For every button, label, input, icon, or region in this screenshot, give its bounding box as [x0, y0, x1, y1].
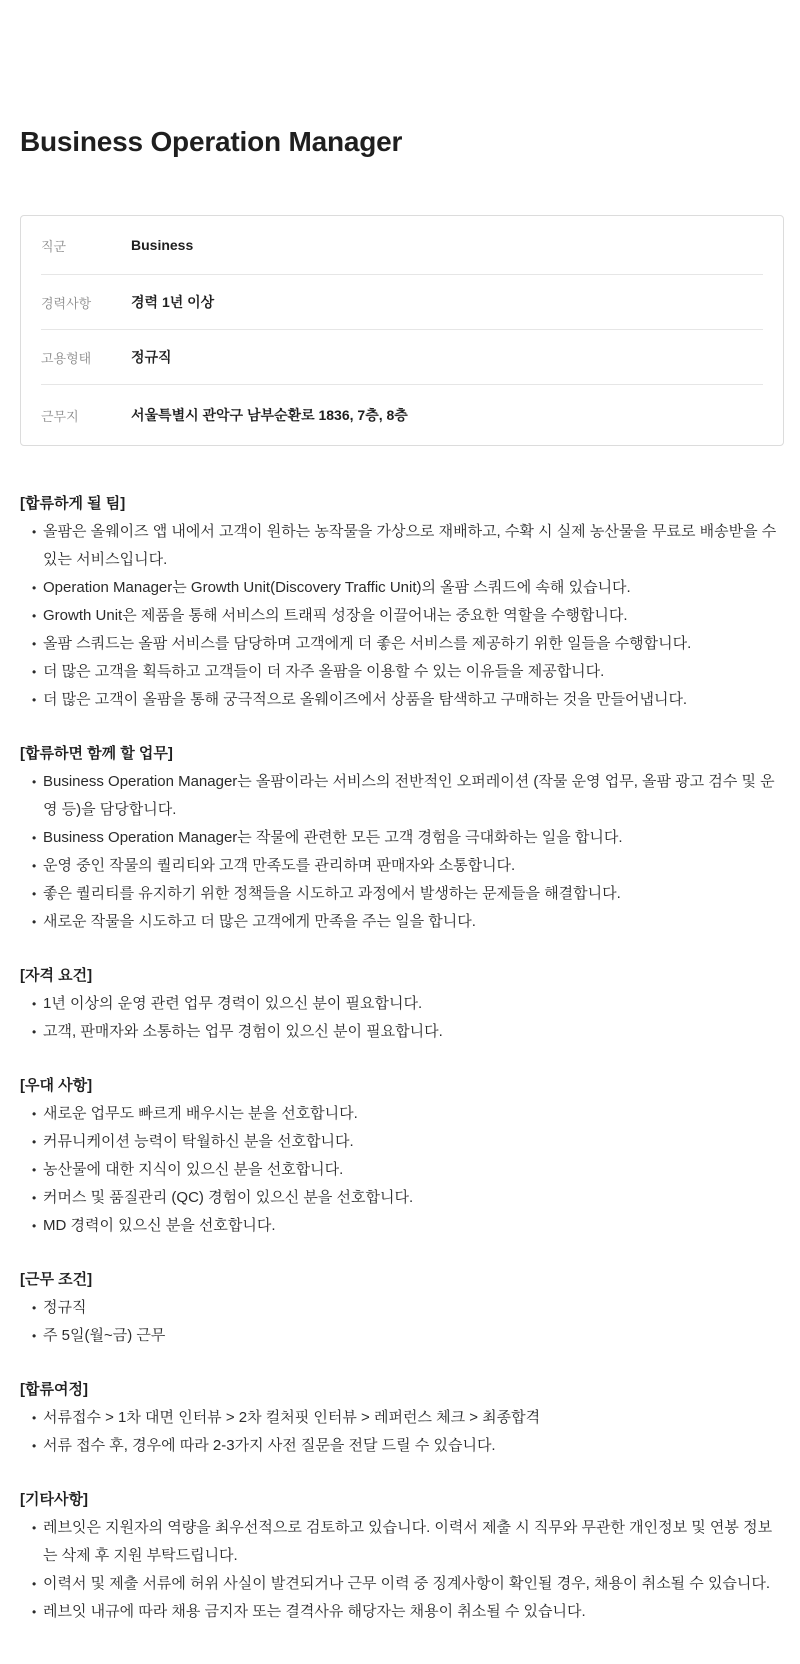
list-item-text: Operation Manager는 Growth Unit(Discovery Traffic Unit)의 올팜 스쿼드에 속해 있습니다.	[43, 579, 631, 596]
list-item-text: 1년 이상의 운영 관련 업무 경력이 있으신 분이 필요합니다.	[43, 995, 423, 1012]
list-item	[20, 1322, 780, 1350]
info-label: 직군	[41, 238, 67, 254]
page-title: Business Operation Manager	[20, 126, 403, 157]
list-item-text: 운영 중인 작물의 퀄리티와 고객 만족도를 관리하며 판매자와 소통합니다.	[43, 857, 516, 874]
list-item	[20, 1294, 780, 1322]
list-item	[20, 1156, 780, 1184]
list-item	[20, 1018, 780, 1046]
info-row-employment-type	[41, 330, 763, 385]
list-item	[20, 574, 780, 602]
description-section	[20, 1072, 780, 1240]
bullet-icon: •	[32, 1411, 37, 1425]
list-item-text: 새로운 작물을 시도하고 더 많은 고객에게 만족을 주는 일을 합니다.	[43, 913, 476, 930]
bullet-icon: •	[32, 775, 37, 789]
info-value: 서울특별시 관악구 남부순환로 1836, 7층, 8층	[131, 407, 408, 423]
job-description	[20, 490, 780, 1626]
bullet-icon: •	[32, 997, 37, 1011]
info-label: 근무지	[41, 408, 79, 424]
list-item	[20, 1598, 780, 1626]
bullet-icon: •	[32, 1219, 37, 1233]
section-title: [합류여정]	[20, 1381, 88, 1398]
bullet-icon: •	[32, 1191, 37, 1205]
bullet-icon: •	[32, 693, 37, 707]
section-title: [자격 요건]	[20, 967, 93, 984]
description-section	[20, 740, 780, 936]
info-row-experience	[41, 275, 763, 330]
bullet-list	[20, 990, 780, 1046]
info-row-location	[41, 385, 763, 445]
bullet-icon: •	[32, 525, 37, 539]
list-item-text: 레브잇 내규에 따라 채용 금지자 또는 결격사유 해당자는 채용이 취소될 수 있습니다.	[43, 1603, 586, 1620]
bullet-icon: •	[32, 1521, 37, 1535]
section-title: [합류하면 함께 할 업무]	[20, 745, 173, 762]
list-item-text: 정규직	[43, 1299, 87, 1316]
bullet-icon: •	[32, 1025, 37, 1039]
job-info-card	[20, 215, 784, 446]
list-item	[20, 852, 780, 880]
list-item-text: 서류접수 > 1차 대면 인터뷰 > 2차 컬처핏 인터뷰 > 레퍼런스 체크 > 최종합격	[43, 1409, 541, 1426]
section-title: [우대 사항]	[20, 1077, 93, 1094]
list-item	[20, 518, 780, 574]
description-section	[20, 1376, 780, 1460]
bullet-icon: •	[32, 1163, 37, 1177]
bullet-icon: •	[32, 1605, 37, 1619]
info-value: Business	[131, 237, 194, 253]
bullet-list	[20, 1404, 780, 1460]
list-item	[20, 990, 780, 1018]
bullet-icon: •	[32, 637, 37, 651]
list-item	[20, 824, 780, 852]
list-item	[20, 1184, 780, 1212]
bullet-icon: •	[32, 831, 37, 845]
section-title: [근무 조건]	[20, 1271, 93, 1288]
list-item	[20, 1404, 780, 1432]
description-section	[20, 1266, 780, 1350]
list-item	[20, 1570, 780, 1598]
list-item	[20, 1212, 780, 1240]
info-value: 경력 1년 이상	[131, 294, 215, 310]
bullet-icon: •	[32, 1329, 37, 1343]
list-item-text: 올팜 스쿼드는 올팜 서비스를 담당하며 고객에게 더 좋은 서비스를 제공하기 위한 일들을 수행합니다.	[43, 635, 692, 652]
bullet-list	[20, 1294, 780, 1350]
list-item	[20, 658, 780, 686]
bullet-icon: •	[32, 1301, 37, 1315]
list-item-text: 고객, 판매자와 소통하는 업무 경험이 있으신 분이 필요합니다.	[43, 1023, 443, 1040]
bullet-list	[20, 1514, 780, 1626]
info-label: 고용형태	[41, 350, 92, 366]
list-item-text: Business Operation Manager는 작물에 관련한 모든 고객 경험을 극대화하는 일을 합니다.	[43, 829, 623, 846]
list-item	[20, 630, 780, 658]
list-item-text: 올팜은 올웨이즈 앱 내에서 고객이 원하는 농작물을 가상으로 재배하고, 수확 시 실제 농산물을 무료로 배송받을 수 있는 서비스입니다.	[43, 523, 777, 568]
list-item-text: MD 경력이 있으신 분을 선호합니다.	[43, 1217, 276, 1234]
list-item-text: 농산물에 대한 지식이 있으신 분을 선호합니다.	[43, 1161, 344, 1178]
list-item-text: 서류 접수 후, 경우에 따라 2-3가지 사전 질문을 전달 드릴 수 있습니다.	[43, 1437, 496, 1454]
list-item-text: 더 많은 고객을 획득하고 고객들이 더 자주 올팜을 이용할 수 있는 이유들을 제공합니다.	[43, 663, 605, 680]
list-item	[20, 686, 780, 714]
list-item-text: 커뮤니케이션 능력이 탁월하신 분을 선호합니다.	[43, 1133, 354, 1150]
description-section	[20, 962, 780, 1046]
info-row-job-group	[41, 216, 763, 275]
list-item	[20, 1128, 780, 1156]
list-item	[20, 1514, 780, 1570]
list-item-text: 새로운 업무도 빠르게 배우시는 분을 선호합니다.	[43, 1105, 358, 1122]
bullet-icon: •	[32, 581, 37, 595]
list-item	[20, 880, 780, 908]
list-item-text: 주 5일(월~금) 근무	[43, 1327, 166, 1344]
bullet-icon: •	[32, 609, 37, 623]
list-item-text: 좋은 퀄리티를 유지하기 위한 정책들을 시도하고 과정에서 발생하는 문제들을 해결합니다.	[43, 885, 621, 902]
section-title: [합류하게 될 팀]	[20, 495, 126, 512]
bullet-icon: •	[32, 859, 37, 873]
list-item-text: 더 많은 고객이 올팜을 통해 궁극적으로 올웨이즈에서 상품을 탐색하고 구매하는 것을 만들어냅니다.	[43, 691, 688, 708]
list-item-text: 이력서 및 제출 서류에 허위 사실이 발견되거나 근무 이력 중 징계사항이 확인될 경우, 채용이 취소될 수 있습니다.	[43, 1575, 771, 1592]
list-item	[20, 602, 780, 630]
bullet-icon: •	[32, 1577, 37, 1591]
list-item	[20, 768, 780, 824]
bullet-icon: •	[32, 915, 37, 929]
bullet-icon: •	[32, 1439, 37, 1453]
list-item	[20, 1432, 780, 1460]
bullet-icon: •	[32, 1107, 37, 1121]
list-item-text: 커머스 및 품질관리 (QC) 경험이 있으신 분을 선호합니다.	[43, 1189, 414, 1206]
list-item-text: 레브잇은 지원자의 역량을 최우선적으로 검토하고 있습니다. 이력서 제출 시 직무와 무관한 개인정보 및 연봉 정보는 삭제 후 지원 부탁드립니다.	[43, 1519, 773, 1564]
list-item-text: Growth Unit은 제품을 통해 서비스의 트래픽 성장을 이끌어내는 중요한 역할을 수행합니다.	[43, 607, 628, 624]
bullet-list	[20, 1100, 780, 1240]
bullet-list	[20, 518, 780, 714]
bullet-icon: •	[32, 665, 37, 679]
info-value: 정규직	[131, 349, 172, 365]
bullet-icon: •	[32, 1135, 37, 1149]
section-title: [기타사항]	[20, 1491, 88, 1508]
description-section	[20, 1486, 780, 1626]
bullet-icon: •	[32, 887, 37, 901]
bullet-list	[20, 768, 780, 936]
list-item-text: Business Operation Manager는 올팜이라는 서비스의 전반적인 오퍼레이션 (작물 운영 업무, 올팜 광고 검수 및 운영 등)을 담당합니다.	[43, 773, 775, 818]
description-section	[20, 490, 780, 714]
list-item	[20, 1100, 780, 1128]
info-label: 경력사항	[41, 295, 92, 311]
list-item	[20, 908, 780, 936]
